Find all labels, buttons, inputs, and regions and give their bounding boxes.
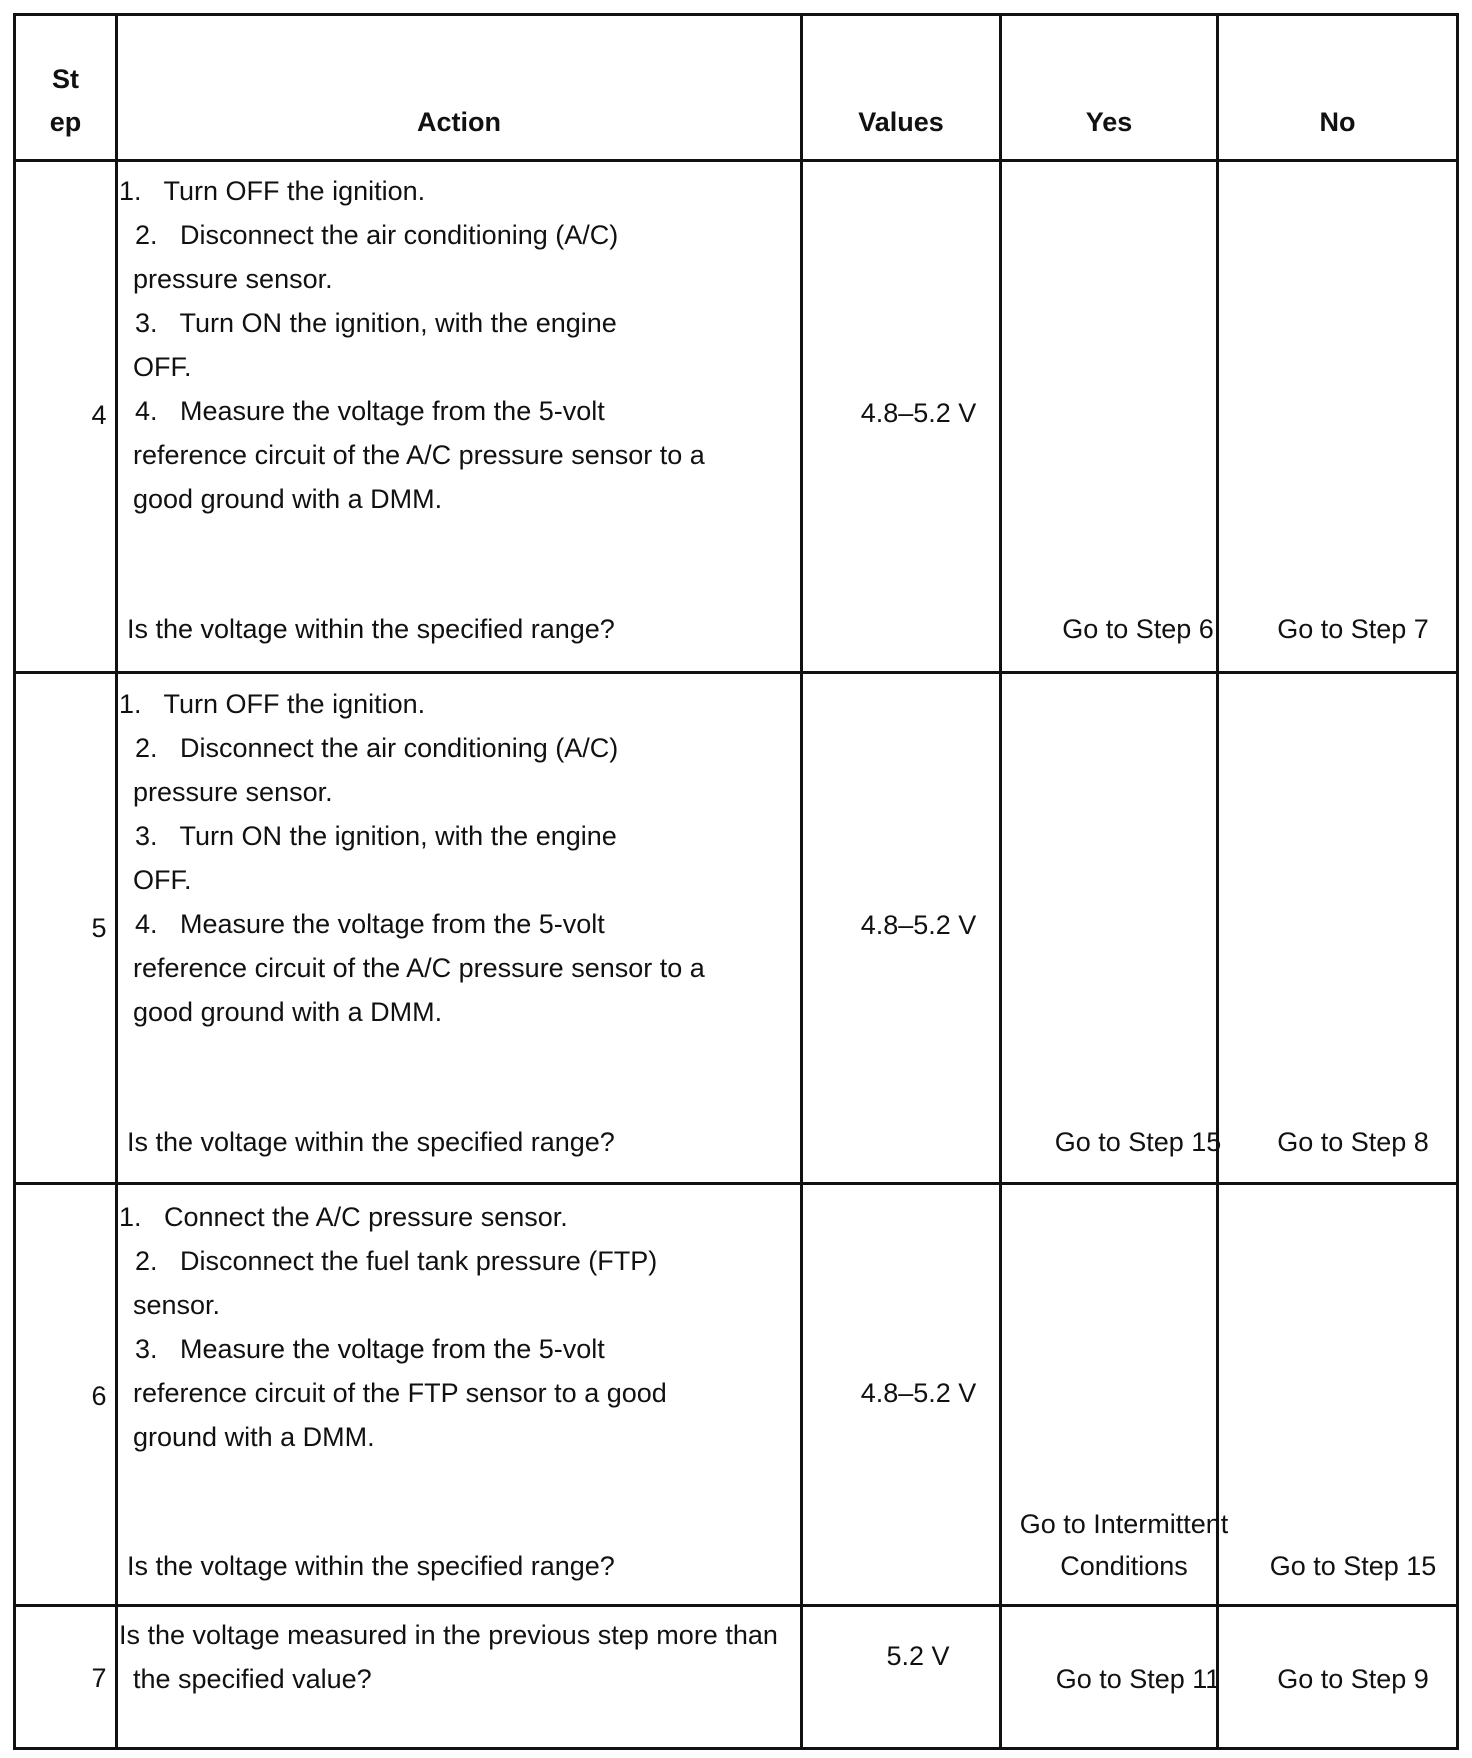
- action-line: 1. Turn OFF the ignition.: [119, 689, 426, 719]
- action-question: the specified value?: [133, 1664, 372, 1694]
- step-number: 7: [91, 1663, 107, 1693]
- action-line: 3. Turn ON the ignition, with the engine: [135, 308, 617, 338]
- header-step-line2: ep: [49, 107, 82, 137]
- no-link[interactable]: Go to Step 8: [1277, 1127, 1429, 1157]
- table-border-left: [13, 13, 16, 1750]
- action-line: 1. Connect the A/C pressure sensor.: [119, 1202, 568, 1232]
- action-line: 4. Measure the voltage from the 5-volt: [135, 909, 605, 939]
- row-divider: [13, 1604, 1459, 1607]
- action-line: 3. Measure the voltage from the 5-volt: [135, 1334, 605, 1364]
- row-divider: [13, 1182, 1459, 1185]
- column-divider: [800, 13, 803, 1750]
- header-values: Values: [858, 107, 944, 137]
- step-number: 5: [91, 913, 107, 943]
- yes-link[interactable]: Go to Step 11: [1055, 1664, 1221, 1694]
- action-line: 2. Disconnect the fuel tank pressure (FTP): [135, 1246, 658, 1276]
- step-number: 4: [91, 400, 107, 430]
- action-line: ground with a DMM.: [133, 1422, 375, 1452]
- value-range: 5.2 V: [886, 1641, 950, 1671]
- column-divider: [115, 13, 118, 1750]
- value-range: 4.8–5.2 V: [860, 398, 977, 428]
- yes-link[interactable]: Go to Step 15: [1054, 1127, 1222, 1157]
- diagnostic-table: [13, 13, 1459, 1750]
- action-line: good ground with a DMM.: [133, 997, 443, 1027]
- column-divider: [999, 13, 1002, 1750]
- value-range: 4.8–5.2 V: [860, 910, 977, 940]
- action-line: 2. Disconnect the air conditioning (A/C): [135, 733, 619, 763]
- yes-link[interactable]: Go to Step 6: [1062, 614, 1214, 644]
- action-line: 2. Disconnect the air conditioning (A/C): [135, 220, 619, 250]
- action-line: pressure sensor.: [133, 777, 333, 807]
- header-action: Action: [417, 107, 501, 137]
- table-border-bottom: [13, 1747, 1459, 1750]
- table-border-right: [1456, 13, 1459, 1750]
- action-line: 3. Turn ON the ignition, with the engine: [135, 821, 617, 851]
- table-border-top: [13, 13, 1459, 16]
- action-line: pressure sensor.: [133, 264, 333, 294]
- action-line: reference circuit of the FTP sensor to a good: [133, 1378, 667, 1408]
- yes-link[interactable]: Go to Intermittent: [1019, 1509, 1229, 1539]
- action-question: Is the voltage measured in the previous step more than: [119, 1620, 778, 1650]
- action-question: Is the voltage within the specified range?: [127, 614, 615, 644]
- header-no: No: [1319, 107, 1356, 137]
- header-yes: Yes: [1085, 107, 1133, 137]
- yes-link[interactable]: Conditions: [1060, 1551, 1188, 1581]
- action-line: OFF.: [133, 865, 192, 895]
- header-divider: [13, 159, 1459, 162]
- action-question: Is the voltage within the specified range?: [127, 1127, 615, 1157]
- action-line: OFF.: [133, 352, 192, 382]
- action-line: reference circuit of the A/C pressure sensor to a: [133, 953, 705, 983]
- column-divider: [1216, 13, 1219, 1750]
- action-line: sensor.: [133, 1290, 221, 1320]
- action-line: 1. Turn OFF the ignition.: [119, 176, 426, 206]
- action-question: Is the voltage within the specified range?: [127, 1551, 615, 1581]
- value-range: 4.8–5.2 V: [860, 1378, 977, 1408]
- action-line: reference circuit of the A/C pressure sensor to a: [133, 440, 705, 470]
- header-step-line1: St: [52, 64, 79, 94]
- action-line: good ground with a DMM.: [133, 484, 443, 514]
- no-link[interactable]: Go to Step 15: [1269, 1551, 1437, 1581]
- row-divider: [13, 671, 1459, 674]
- no-link[interactable]: Go to Step 9: [1277, 1664, 1429, 1694]
- step-number: 6: [91, 1381, 107, 1411]
- no-link[interactable]: Go to Step 7: [1277, 614, 1429, 644]
- action-line: 4. Measure the voltage from the 5-volt: [135, 396, 605, 426]
